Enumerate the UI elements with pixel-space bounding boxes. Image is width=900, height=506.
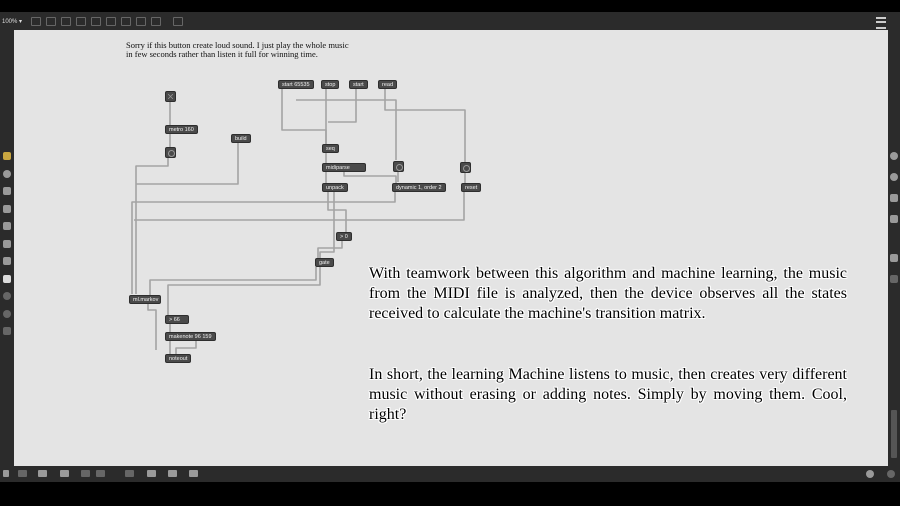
bang-button-seq[interactable] [393, 161, 404, 172]
unpack-object[interactable]: unpack [322, 183, 348, 192]
seq-object[interactable]: seq [322, 144, 339, 153]
patch-comment: Sorry if this button create loud sound. I just play the whole music in few seconds rather than listen it full for winning time. [126, 40, 349, 59]
patch-cord [136, 157, 168, 294]
patch-cord [134, 192, 464, 220]
greater-than-zero-object[interactable]: > 0 [336, 232, 352, 241]
stop-message[interactable]: stop [321, 80, 339, 89]
patch-cord [344, 171, 396, 183]
read-message[interactable]: read [378, 80, 397, 89]
grid-keys-icon[interactable] [189, 470, 198, 477]
start-65535-message[interactable]: start 65535 [278, 80, 314, 89]
patch-cord [168, 267, 320, 315]
caption-paragraph-1: With teamwork between this algorithm and machine learning, the music from the MIDI file is analyzed, then the device observes all the states received to calculate the machine's transition matrix. [369, 265, 847, 322]
patch-cord [148, 304, 156, 350]
dynamic-order-message[interactable]: dynamic 1, order 2 [392, 183, 446, 192]
chevron-down-icon: ▾ [19, 18, 23, 25]
patch-cord [328, 88, 356, 122]
ml-markov-object[interactable]: ml.markov [129, 295, 161, 304]
patch-cord [385, 88, 465, 163]
patch-cord [150, 267, 316, 295]
chat-icon[interactable] [38, 470, 47, 477]
toggle-button[interactable] [165, 91, 176, 102]
bottom-toolbar [0, 466, 900, 482]
play-icon[interactable] [866, 470, 874, 478]
patch-cord [318, 240, 342, 258]
midiparse-object[interactable]: midiparse [322, 163, 366, 172]
wrench-icon[interactable] [147, 470, 156, 477]
patch-cord [282, 88, 326, 144]
patch-cord [132, 192, 395, 294]
bang-button-reset[interactable] [460, 162, 471, 173]
gate-object[interactable]: gate [315, 258, 334, 267]
zoom-value: 100% [2, 18, 18, 25]
reset-message[interactable]: reset [461, 183, 481, 192]
metro-object[interactable]: metro 160 [165, 125, 198, 134]
columns-icon[interactable] [96, 470, 105, 477]
power-icon[interactable] [887, 470, 895, 478]
bang-button[interactable] [165, 147, 176, 158]
makenote-object[interactable]: makenote 96 159 [165, 332, 216, 341]
patch-cord [176, 341, 196, 354]
windows-icon[interactable] [60, 470, 69, 477]
patch-cord [136, 143, 238, 184]
start-message[interactable]: start [349, 80, 368, 89]
lock-icon[interactable] [3, 470, 9, 477]
keyboard-icon[interactable] [168, 470, 177, 477]
greater-than-66-object[interactable]: > 66 [165, 315, 189, 324]
grid-toggle-icon[interactable] [81, 470, 90, 477]
noteout-object[interactable]: noteout [165, 354, 191, 363]
caption-paragraph-2: In short, the learning Machine listens to music, then creates very different music without erasing or adding notes. Simply by moving them. Cool, right? [369, 366, 847, 423]
patch-cord [328, 192, 346, 232]
debug-icon[interactable] [125, 470, 134, 477]
presentation-icon[interactable] [18, 470, 27, 477]
build-message[interactable]: build [231, 134, 251, 143]
